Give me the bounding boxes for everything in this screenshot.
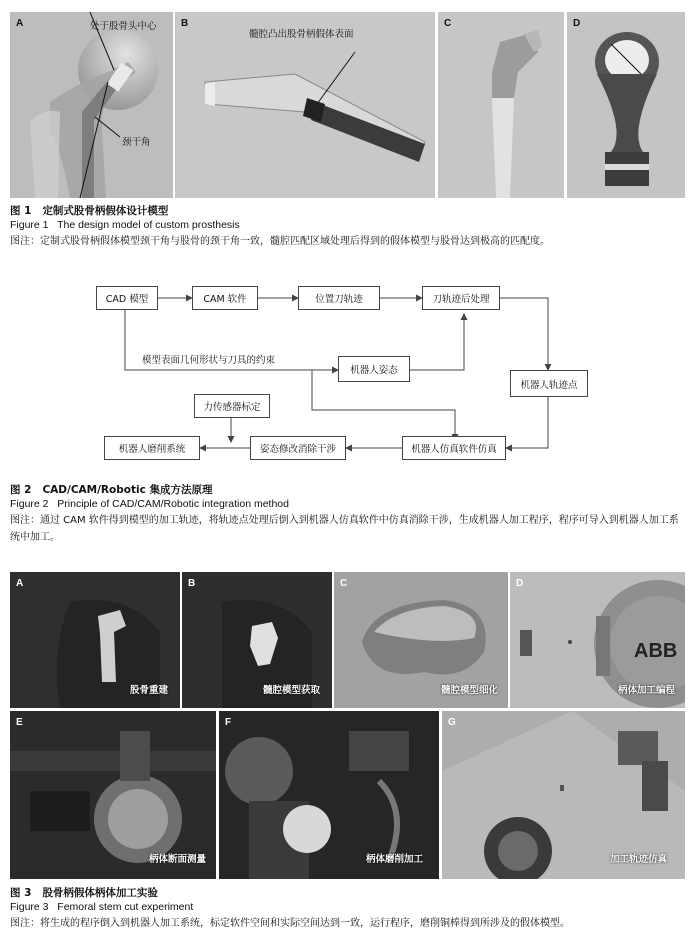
figure2-flowchart: [0, 270, 695, 480]
node-robot-pose: 机器人姿态: [338, 356, 410, 382]
figure3-panel-f: [219, 711, 439, 879]
panel-label: F: [225, 717, 232, 728]
node-robot-trajectory-points: 机器人轨迹点: [510, 370, 588, 397]
panel-label: E: [16, 717, 23, 728]
panel-caption: 髓腔模型获取: [262, 685, 320, 696]
figure2-caption-en-title: Principle of CAD/CAM/Robotic integration method: [57, 498, 289, 510]
figure3-caption-en-title: Femoral stem cut experiment: [57, 901, 194, 913]
panel-label: D: [573, 18, 581, 29]
stem-side-render: [438, 12, 564, 198]
node-robot-grinding-system: 机器人磨削系统: [104, 436, 200, 460]
figure2-caption-cn-title: CAD/CAM/Robotic 集成方法原理: [42, 484, 213, 496]
figure3-caption-en-number: Figure 3: [10, 901, 49, 913]
figure3-caption-cn: [10, 885, 158, 900]
node-robot-simulation: 机器人仿真软件仿真: [402, 436, 506, 460]
figure1-caption-en: [10, 219, 240, 231]
figure3-caption-cn-number: 图 3: [10, 887, 32, 899]
figure1-caption-cn-title: 定制式股骨柄假体设计模型: [42, 205, 169, 217]
figure1-panel-d: [567, 12, 685, 198]
node-pose-adjustment: 姿态修改消除干涉: [250, 436, 346, 460]
panel-caption: 柄体断面测量: [148, 854, 206, 865]
panel-caption: 股骨重建: [129, 685, 168, 696]
figure3-caption-cn-title: 股骨柄假体柄体加工实验: [42, 887, 158, 899]
figure1-note: 图注：定制式股骨柄假体模型颈干角与股骨的颈干角一致，髓腔匹配区域处理后得到的假体模型与股骨达到极高的匹配度。: [10, 236, 550, 247]
abb-logo: ABB: [634, 640, 678, 662]
figure2-caption-en: [10, 498, 289, 510]
figure3-note: 图注：将生成的程序倒入到机器人加工系统，标定软件空间和实际空间达到一致，运行程序，磨削铜棒得到所涉及的假体模型。: [10, 918, 570, 929]
stem-top-render: [567, 12, 685, 198]
annotation-femoral-head-center: 处于股骨头中心: [90, 21, 157, 32]
node-cam-software: CAM 软件: [192, 286, 258, 310]
panel-label: B: [188, 578, 196, 589]
femur-3d-render: [10, 12, 173, 198]
panel-label: C: [340, 578, 348, 589]
panel-label: A: [16, 18, 24, 29]
figure2-caption-cn-number: 图 2: [10, 484, 32, 496]
figure3-panel-d: [510, 572, 685, 708]
figure3-panel-a: [10, 572, 180, 708]
figure1-caption-cn-number: 图 1: [10, 205, 32, 217]
node-position-toolpath: 位置刀轨迹: [298, 286, 380, 310]
panel-label: B: [181, 18, 189, 29]
annotation-canal-protrusion: 髓腔凸出股骨柄假体表面: [249, 29, 354, 40]
figure1-panel-a: [10, 12, 173, 198]
panel-label: G: [448, 717, 456, 728]
panel-label: D: [516, 578, 524, 589]
node-force-sensor-calibration: 力传感器标定: [194, 394, 270, 418]
panel-label: A: [16, 578, 24, 589]
edge-label-constraint: 模型表面几何形状与刀具的约束: [142, 355, 276, 366]
figure3-caption-en: [10, 901, 193, 913]
figure1-panel-b: [175, 12, 435, 198]
figure3-panel-e: [10, 711, 216, 879]
figure2-note: 图注：通过 CAM 软件得到模型的加工轨迹，将轨迹点处理后倒入到机器人仿真软件中仿真消除干涉，生成机器人加工程序，程序可导入到机器人加工系统中加工。: [10, 515, 679, 543]
figure1-caption-cn: [10, 203, 168, 218]
figure2-caption-en-number: Figure 2: [10, 498, 49, 510]
panel-caption: 加工轨迹仿真: [609, 854, 667, 865]
figure1-caption-en-title: The design model of custom prosthesis: [57, 219, 240, 231]
figure2-caption-cn: [10, 482, 212, 497]
figure1-panel-c: [438, 12, 564, 198]
annotation-neck-shaft-angle: 颈干角: [122, 137, 151, 148]
figure3-panel-c: [334, 572, 508, 708]
figure1-caption-en-number: Figure 1: [10, 219, 49, 231]
panel-label: C: [444, 18, 452, 29]
figure3-panel-g: [442, 711, 685, 879]
panel-caption: 柄体加工编程: [617, 685, 675, 696]
figure3-panel-b: [182, 572, 332, 708]
panel-caption: 柄体磨削加工: [365, 854, 423, 865]
node-toolpath-postprocess: 刀轨迹后处理: [422, 286, 500, 310]
node-cad-model: CAD 模型: [96, 286, 158, 310]
panel-caption: 髓腔模型细化: [440, 685, 498, 696]
